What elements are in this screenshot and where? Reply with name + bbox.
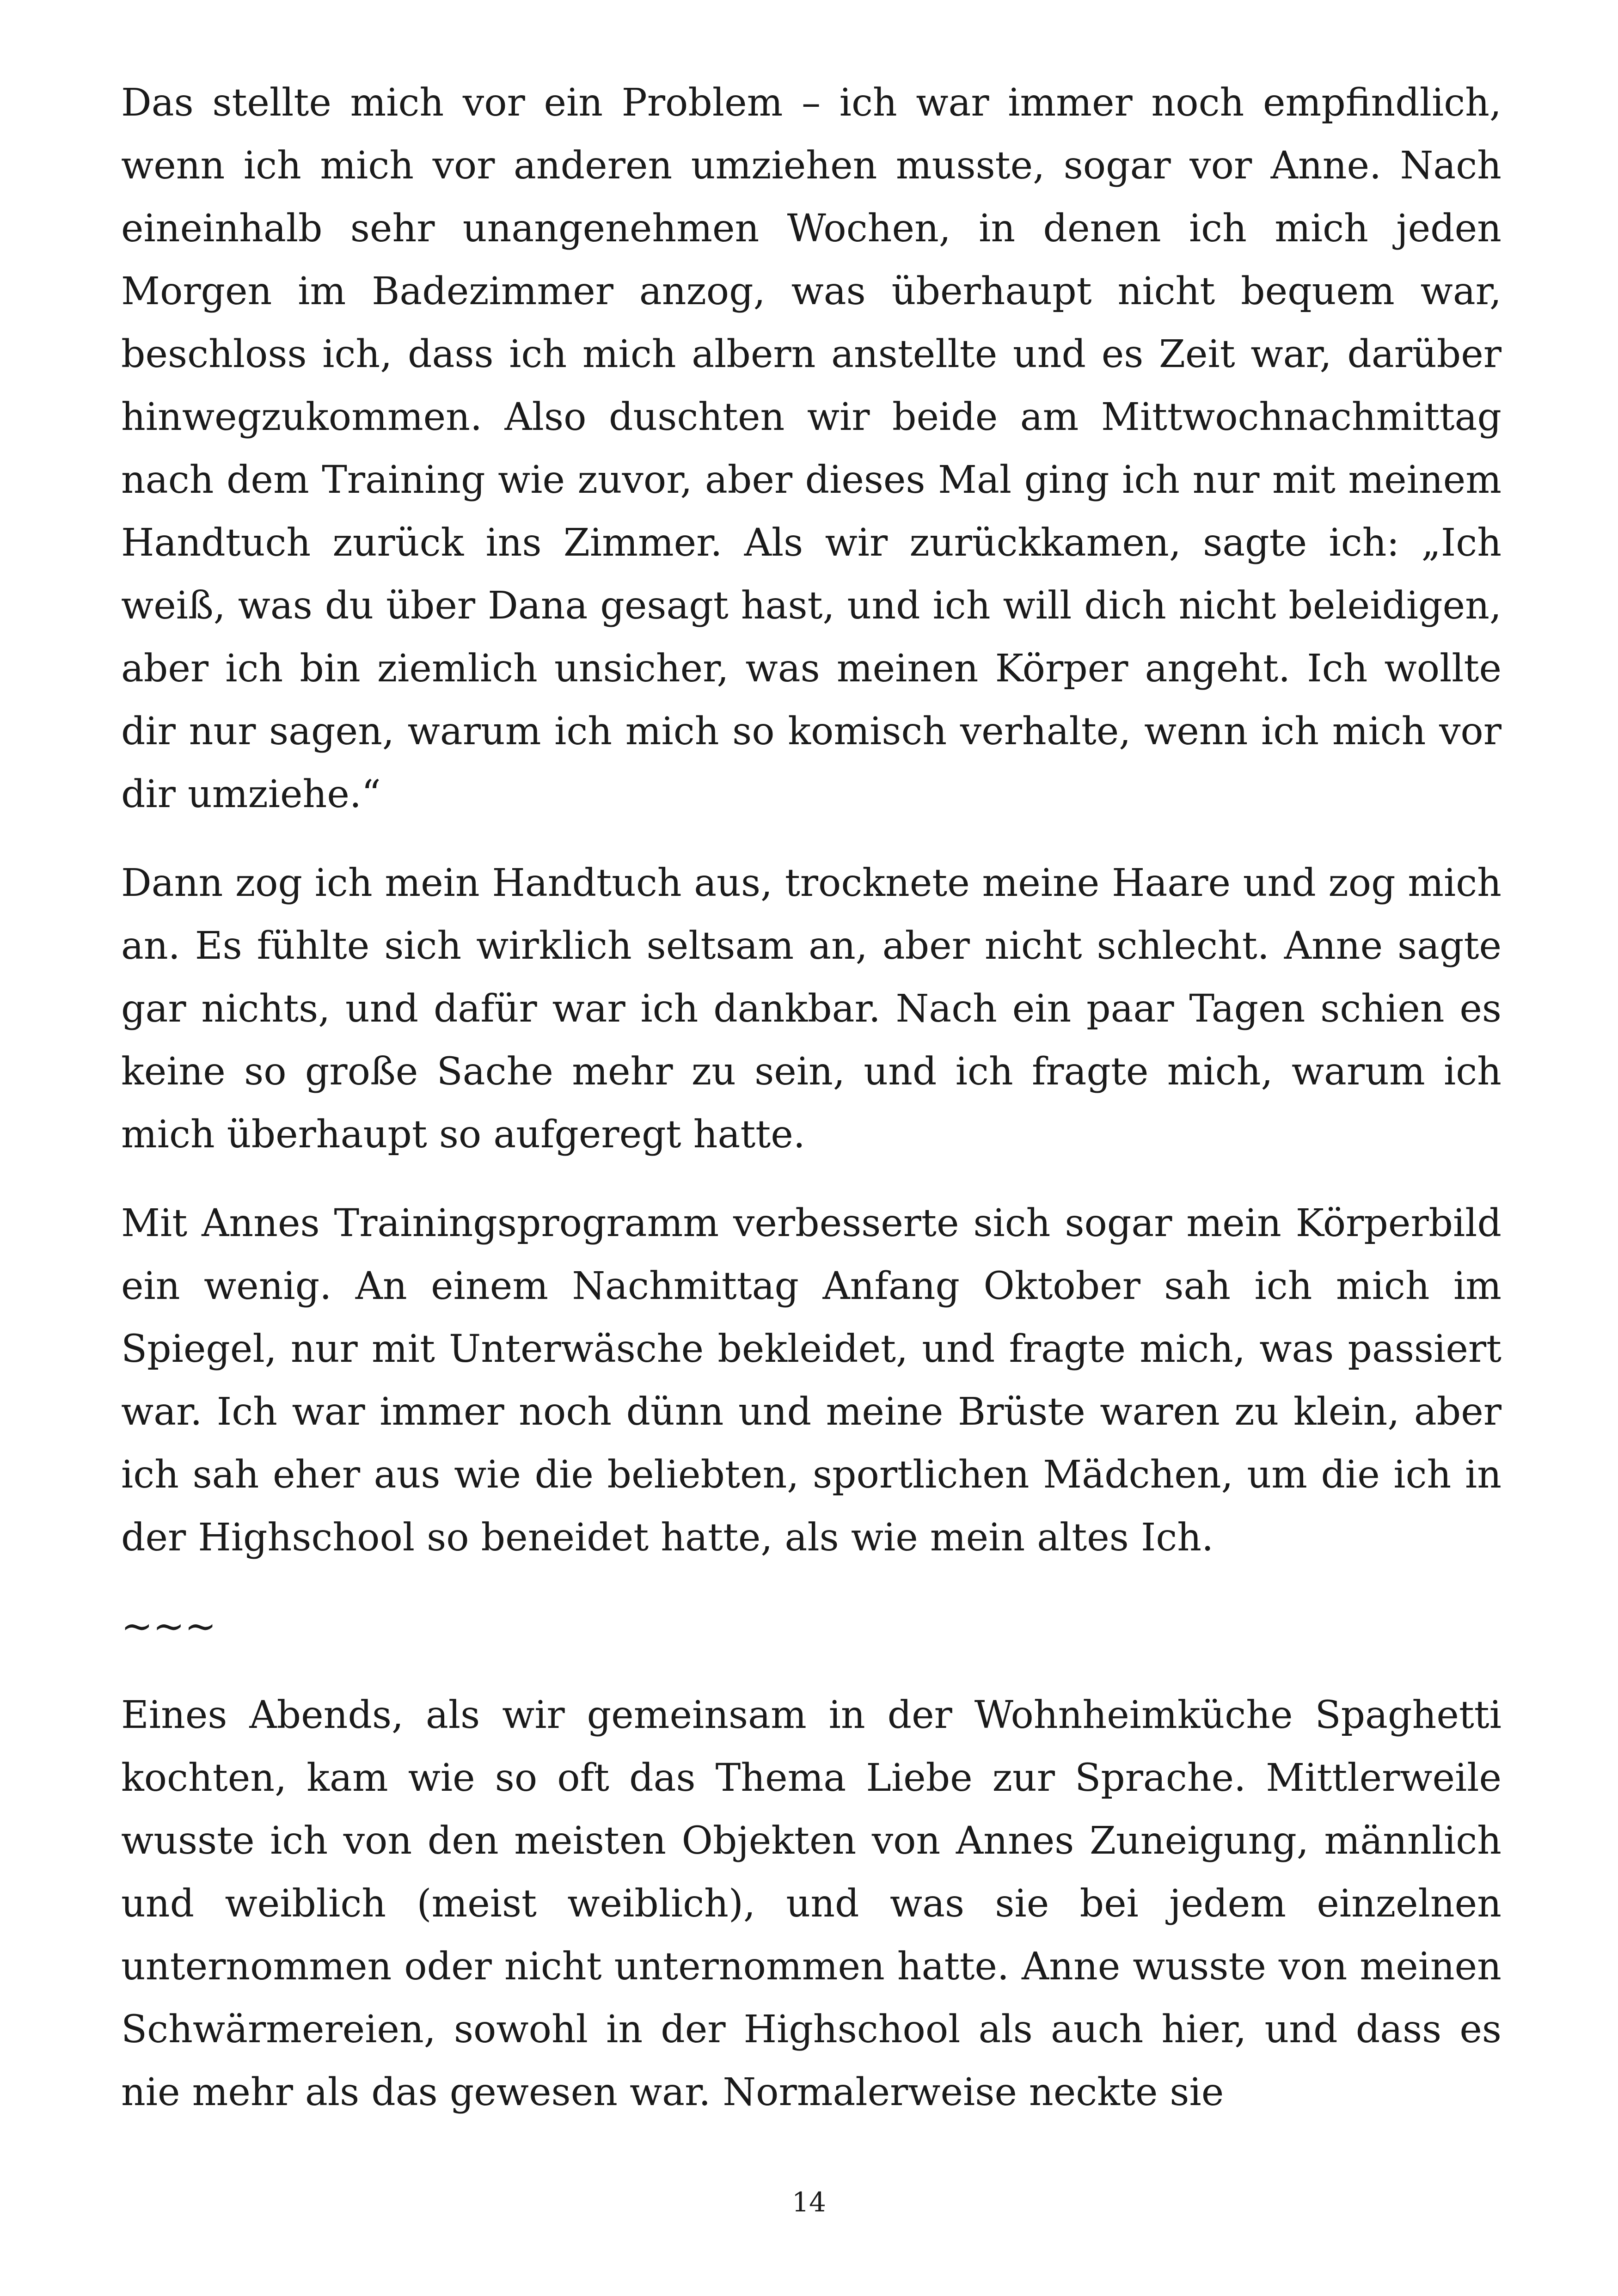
paragraph-1: Das stellte mich vor ein Problem – ich war immer noch empfindlich, wenn ich mich vor anderen umziehen musste, sogar vor Anne. Nach eineinhalb sehr unangenehmen Wochen, in denen ich mich jeden Morgen im Badezimmer anzog, was überhaupt nicht bequem war, beschloss ich, dass ich mich albern anstellte und es Zeit war, darüber hinwegzukommen. Also duschten wir beide am Mittwochnachmittag nach dem Training wie zuvor, aber dieses Mal ging ich nur mit meinem Handtuch zurück ins Zimmer. Als wir zurückkamen, sagte ich: „Ich weiß, was du über Dana gesagt hast, und ich will dich nicht beleidigen, aber ich bin ziemlich unsicher, was meinen Körper angeht. Ich wollte dir nur sagen, warum ich mich so komisch verhalte, wenn ich mich vor dir umziehe.“ [121, 81, 1502, 816]
paragraph-3: Mit Annes Trainingsprogramm verbesserte sich sogar mein Körperbild ein wenig. An einem Nachmittag Anfang Oktober sah ich mich im Spiegel, nur mit Unterwäsche bekleidet, und fragte mich, was passiert war. Ich war immer noch dünn und meine Brüste waren zu klein, aber ich sah eher aus wie die beliebten, sportlichen Mädchen, um die ich in der Highschool so beneidet hatte, als wie mein altes Ich. [121, 1201, 1502, 1560]
section-break: ~~~ [121, 1604, 217, 1648]
page-number: 14 [792, 2186, 826, 2218]
body-text [121, 72, 1502, 2150]
paragraph-2: Dann zog ich mein Handtuch aus, trocknete meine Haare und zog mich an. Es fühlte sich wirklich seltsam an, aber nicht schlecht. Anne sagte gar nichts, und dafür war ich dankbar. Nach ein paar Tagen schien es keine so große Sache mehr zu sein, und ich fragte mich, warum ich mich überhaupt so aufgeregt hatte. [121, 861, 1502, 1157]
paragraph-4: Eines Abends, als wir gemeinsam in der Wohnheimküche Spaghetti kochten, kam wie so oft das Thema Liebe zur Sprache. Mittlerweile wusste ich von den meisten Objekten von Annes Zuneigung, männlich und weiblich (meist weiblich), und was sie bei jedem einzelnen unternommen oder nicht unternommen hatte. Anne wusste von meinen Schwärmereien, sowohl in der Highschool als auch hier, und dass es nie mehr als das gewesen war. Normalerweise neckte sie [121, 1693, 1502, 2114]
